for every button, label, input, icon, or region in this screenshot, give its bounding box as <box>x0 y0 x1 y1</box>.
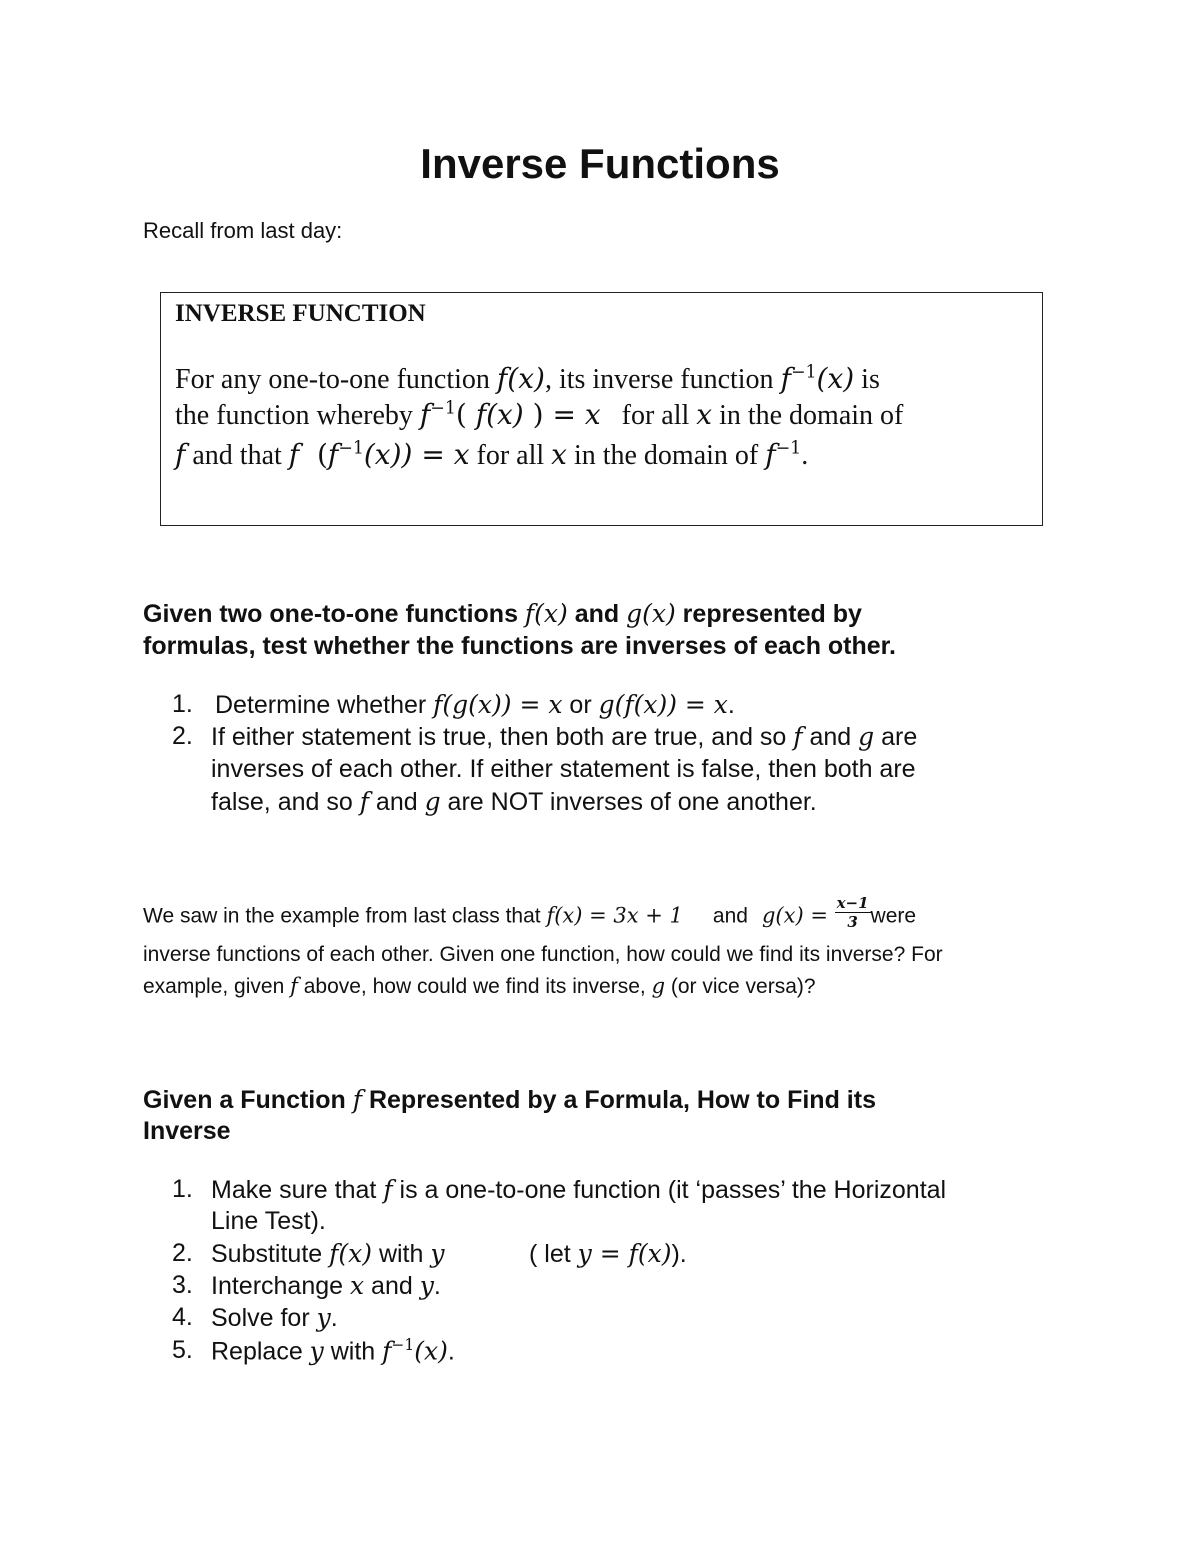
section2-item-5-number: 5. <box>172 1336 193 1364</box>
section2-item-2-note: ( let y = f(x)). <box>529 1239 687 1268</box>
paragraph-line-2: inverse functions of each other. Given one function, how could we find its inverse? For <box>143 943 943 966</box>
paragraph-line-3: example, given f above, how could we find its inverse, g (or vice versa)? <box>143 974 816 998</box>
section2-item-2-number: 2. <box>172 1239 193 1267</box>
section2-item-3: Interchange x and y. <box>211 1271 441 1300</box>
page-title: Inverse Functions <box>420 140 780 187</box>
section1-item-2-line-1: If either statement is true, then both are true, and so f and g are <box>211 722 918 751</box>
paragraph-line-1: We saw in the example from last class that f(x) = 3x + 1 and g(x) = $\frac{x-1}{3}$ were <box>143 894 917 931</box>
section2-heading-line-2: Inverse <box>143 1117 231 1145</box>
section2-item-1-number: 1. <box>172 1175 193 1203</box>
section2-heading-line-1: Given a Function f Represented by a Formula, How to Find its <box>143 1085 876 1114</box>
definition-line-1: For any one-to-one function f(x), its inverse function $f^{-1}(x)$ is <box>175 362 880 395</box>
section1-item-2-line-3: false, and so f and g are NOT inverses of one another. <box>211 787 817 816</box>
section1-heading-line-2: formulas, test whether the functions are inverses of each other. <box>143 632 896 660</box>
recall-text: Recall from last day: <box>143 218 343 243</box>
section1-item-1: Determine whether f(g(x)) = x or g(f(x)) = x. <box>215 690 735 719</box>
section1-heading-line-1: Given two one-to-one functions f(x) and g(x) represented by <box>143 599 862 628</box>
definition-line-3: f and that f $(f^{-1}(x)) = x$ for all x in the domain of $f^{-1}$. <box>175 438 809 471</box>
definition-line-2: the function whereby $f^{-1}$( f(x) ) = x for all x in the domain of <box>175 398 904 431</box>
fraction: $\frac{x-1}{3}$ <box>836 894 869 931</box>
section2-item-2: Substitute f(x) with y <box>211 1239 445 1268</box>
section2-item-4-number: 4. <box>172 1303 193 1331</box>
section2-item-1-line-1: Make sure that f is a one-to-one function (it ‘passes’ the Horizontal <box>211 1175 947 1204</box>
definition-heading: INVERSE FUNCTION <box>175 300 426 327</box>
section2-item-4: Solve for y. <box>211 1303 338 1332</box>
section1-item-2-number: 2. <box>172 722 193 750</box>
section1-item-2-line-2: inverses of each other. If either statement is false, then both are <box>211 755 916 783</box>
section1-item-1-number: 1. <box>172 690 193 718</box>
section2-item-5: Replace y with $f^{-1}(x)$. <box>211 1336 455 1366</box>
section2-item-3-number: 3. <box>172 1271 193 1299</box>
section2-item-1-line-2: Line Test). <box>211 1207 326 1235</box>
